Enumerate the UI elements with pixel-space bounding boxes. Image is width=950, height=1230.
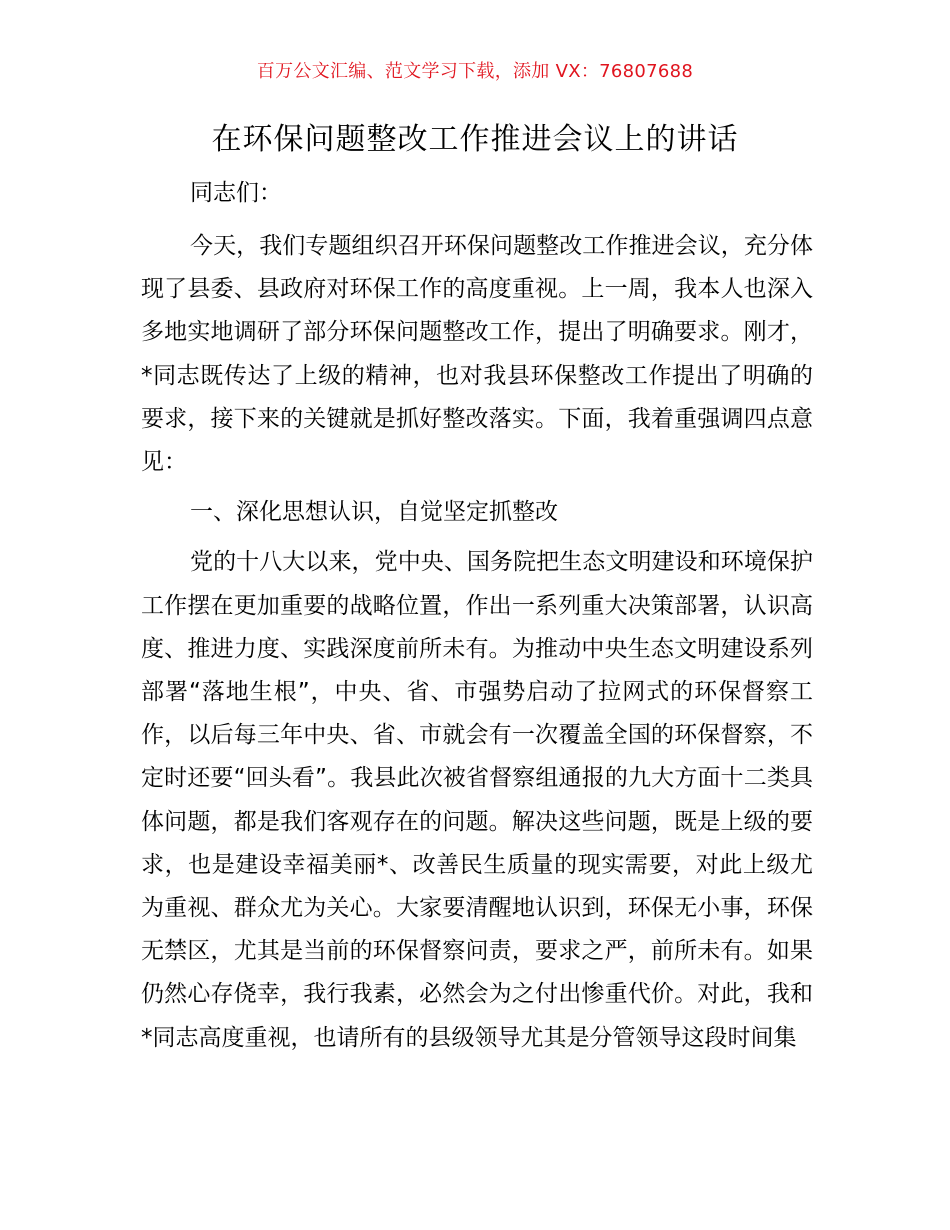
section-heading-1: 一、深化思想认识，自觉坚定抓整改 bbox=[190, 499, 558, 526]
paragraph-section-1: 党的十八大以来，党中央、国务院把生态文明建设和环境保护工作摆在更加重要的战略位置，作出一系列重大决策部署，认识高度、推进力度、实践深度前所未有。为推动中央生态文明建设系列部署“落地生根”，中央、省、市强势启动了拉网式的环保督察工作，以后每三年中央、省、市就会有一次覆盖全国的环保督察，不定时还要“回头看”。我县此次被省督察组通报的九大方面十二类具体问题，都是我们客观存在的问题。解决这些问题，既是上级的要求，也是建设幸福美丽*、改善民生质量的现实需要，对此上级尤为重视、群众尤为关心。大家要清醒地认识到，环保无小事，环保无禁区，尤其是当前的环保督察问责，要求之严，前所未有。如果仍然心存侥幸，我行我素，必然会为之付出惨重代价。对此，我和*同志高度重视，也请所有的县级领导尤其是分管领导这段时间集 bbox=[141, 549, 813, 1051]
paragraph-intro: 今天，我们专题组织召开环保问题整改工作推进会议，充分体现了县委、县政府对环保工作的高度重视。上一周，我本人也深入多地实地调研了部分环保问题整改工作，提出了明确要求。刚才，*同志既传达了上级的精神，也对我县环保整改工作提出了明确的要求，接下来的关键就是抓好整改落实。下面，我着重强调四点意见： bbox=[141, 233, 813, 476]
document-title: 在环保问题整改工作推进会议上的讲话 bbox=[211, 122, 739, 157]
document-body bbox=[141, 225, 813, 1060]
header-watermark-note: 百万公文汇编、范文学习下载，添加 VX：76807688 bbox=[256, 61, 694, 82]
salutation: 同志们： bbox=[190, 180, 282, 206]
